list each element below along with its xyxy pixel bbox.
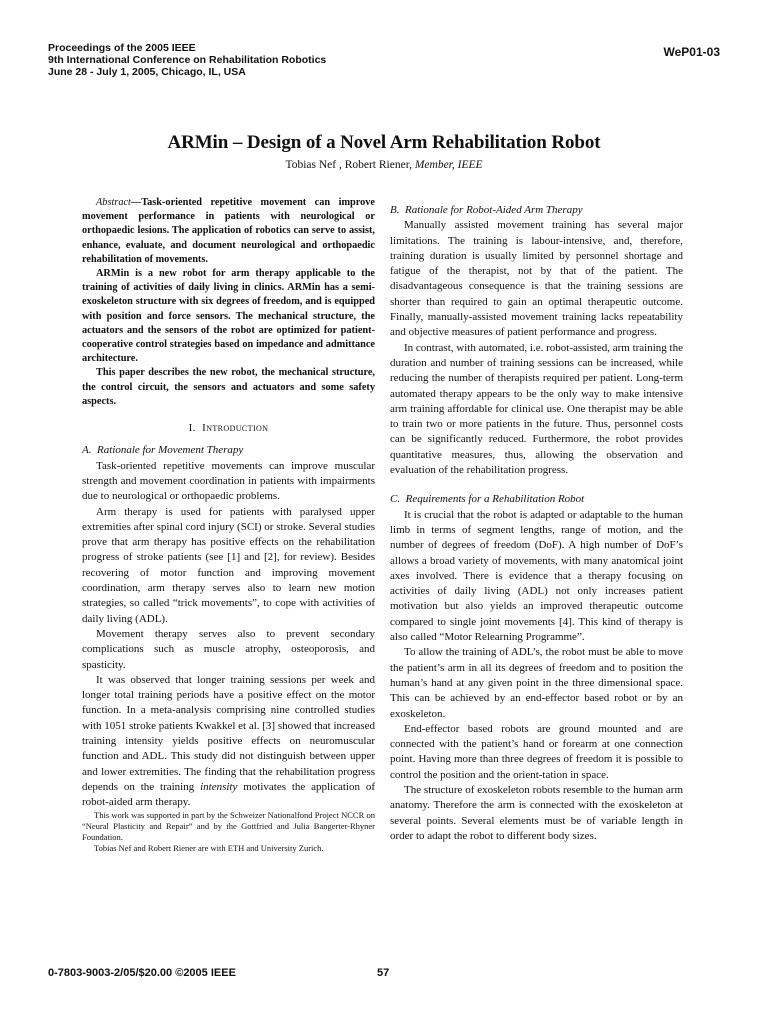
footnote-paragraph-1: This work was supported in part by the Schweizer Nationalfond Project NCCR on “Neural Plasticity and Repair” and by the Gottfried and Julia Bangerter-Rhyner Foundation. — [82, 810, 375, 843]
footnote-paragraph-2: Tobias Nef and Robert Riener are with ETH and University Zurich. — [94, 843, 324, 854]
subsection-heading-c: C. Requirements for a Rehabilitation Robot — [390, 493, 585, 506]
subsection-heading-b: B. Rationale for Robot-Aided Arm Therapy — [390, 204, 583, 216]
section-number: I. — [188, 422, 196, 435]
section-c-paragraph-4: The structure of exoskeleton robots resemble to the human arm anatomy. Therefore the arm is connected with the exoskeleton at several points. Several elements must be of variable length in order to adapt the robot to different body sizes. — [390, 783, 683, 842]
abstract-paragraph-1: Abstract—Task-oriented repetitive movement can improve movement performance in patients with neurological or orthopaedic lesions. The application of robotics can serve to assist, enhance, evaluate, and document neurological and orthopaedic rehabilitation of movements. — [82, 197, 375, 265]
section-heading-introduction — [82, 421, 375, 436]
section-a-paragraph-4: It was observed that longer training sessions per week and longer total training periods have a positive effect on the motor function. In a meta-analysis comprising nine controlled studies with 1051 stroke patients Kwakkel et al. [3] showed that increased training intensity yields positive effects on neuromuscular function and ADL. This study did not distinguish between upper and lower extremities. The finding that the rehabilitation progress depends on the training intensity motivates the application of robot-aided arm therapy. — [82, 673, 376, 809]
section-a-paragraph-3: Movement therapy serves also to prevent secondary complications such as muscle atrophy, osteoporosis, and spasticity. — [82, 627, 375, 671]
paper-title: ARMin – Design of a Novel Arm Rehabilitation Robot — [167, 132, 601, 153]
footnote — [82, 810, 375, 854]
left-column — [82, 196, 375, 854]
abstract-paragraph-3: This paper describes the new robot, the mechanical structure, the control circuit, the sensors and actuators and some safety aspects. — [82, 367, 375, 407]
page-number: 57 — [377, 967, 390, 979]
author-names: Tobias Nef , Robert Riener, — [285, 159, 415, 171]
header-line-3: June 28 - July 1, 2005, Chicago, IL, USA — [48, 66, 246, 78]
right-column — [390, 203, 683, 844]
session-code: WeP01-03 — [663, 45, 720, 59]
section-a-paragraph-2: Arm therapy is used for patients with paralysed upper extremities after spinal cord injury (SCI) or stroke. Several studies prove that arm therapy has positive effects on the rehabilitation progress of stroke patients (see [1] and [2], for review). Besides recovering of motor function and improving movement coordination, arm therapy serves also to learn new motion strategies, so called “trick movements”, to cope with activities of daily living (ADL). — [82, 505, 375, 625]
subsection-heading-a: A. Rationale for Movement Therapy — [82, 444, 244, 457]
header-line-1: Proceedings of the 2005 IEEE — [48, 42, 196, 54]
section-b-paragraph-1: Manually assisted movement training has several major limitations. The training is labour-intensive, and, therefore, training duration is usually limited by personnel shortage and fatigue of the therapist, not by that of the patient. The disadvantageous consequence is that the training sessions are shorter than required to gain an optimal therapeutic outcome. Finally, manually-assisted movement training lacks repeatability and objective measures of patient performance and progress. — [390, 219, 683, 339]
section-title: Introduction — [202, 422, 269, 435]
section-a-paragraph-1: Task-oriented repetitive movements can improve muscular strength and movement coordination in patients with impairments due to neurological or orthopaedic problems. — [82, 459, 375, 503]
section-c-paragraph-2: To allow the training of ADL’s, the robot must be able to move the patient’s arm in all its degrees of freedom and to position the human’s hand at any given point in the three dimensional space. This can be achieved by an end-effector based robot or by an exoskeleton. — [390, 646, 683, 720]
proceedings-header — [48, 42, 326, 78]
abstract — [82, 196, 375, 409]
header-line-2: 9th International Conference on Rehabilitation Robotics — [48, 54, 327, 66]
abstract-paragraph-2: ARMin is a new robot for arm therapy applicable to the training of activities of daily living in clinics. ARMin has a semi-exoskeleton structure with six degrees of freedom, and is equipped with position and force sensors. The mechanical structure, the actuators and the sensors of the robot are optimized for patient-cooperative control strategies based on impedance and admittance architecture. — [82, 268, 375, 365]
copyright-footer: 0-7803-9003-2/05/$20.00 ©2005 IEEE — [48, 967, 236, 979]
section-c-paragraph-1: It is crucial that the robot is adapted or adaptable to the human limb in terms of segment lengths, range of motion, and the number of degrees of freedom (DoF). A high number of DoF’s allows a broad variety of movements, with many anatomical joint axes involved. There is evidence that a therapy focusing on activities of daily living (ADL) not only increases patient motivation but also yields an improved therapeutic outcome compared to single joint movements [4]. This kind of therapy is also called “Motor Relearning Programme”. — [390, 508, 683, 644]
abstract-lead: Abstract — [96, 197, 131, 208]
author-line — [0, 159, 768, 171]
section-b-paragraph-2: In contrast, with automated, i.e. robot-assisted, arm training the duration and number of training sessions can be increased, while reducing the number of therapists required per patient. Long-term automated therapy appears to be the only way to make intensive arm training affordable for clinical use. One therapist may be able to train two or more patients in the future. Thus, personnel costs can be significantly reduced. Furthermore, the robot provides quantitative measures, thus, allowing the observation and evaluation of the rehabilitation progress. — [390, 341, 683, 477]
author-role: Member, IEEE — [414, 159, 483, 171]
section-c-paragraph-3: End-effector based robots are ground mounted and are connected with the patient’s hand or forearm at one connection point. Having more than three degrees of freedom it is possible to control the position and the orient-tation in space. — [390, 722, 683, 781]
